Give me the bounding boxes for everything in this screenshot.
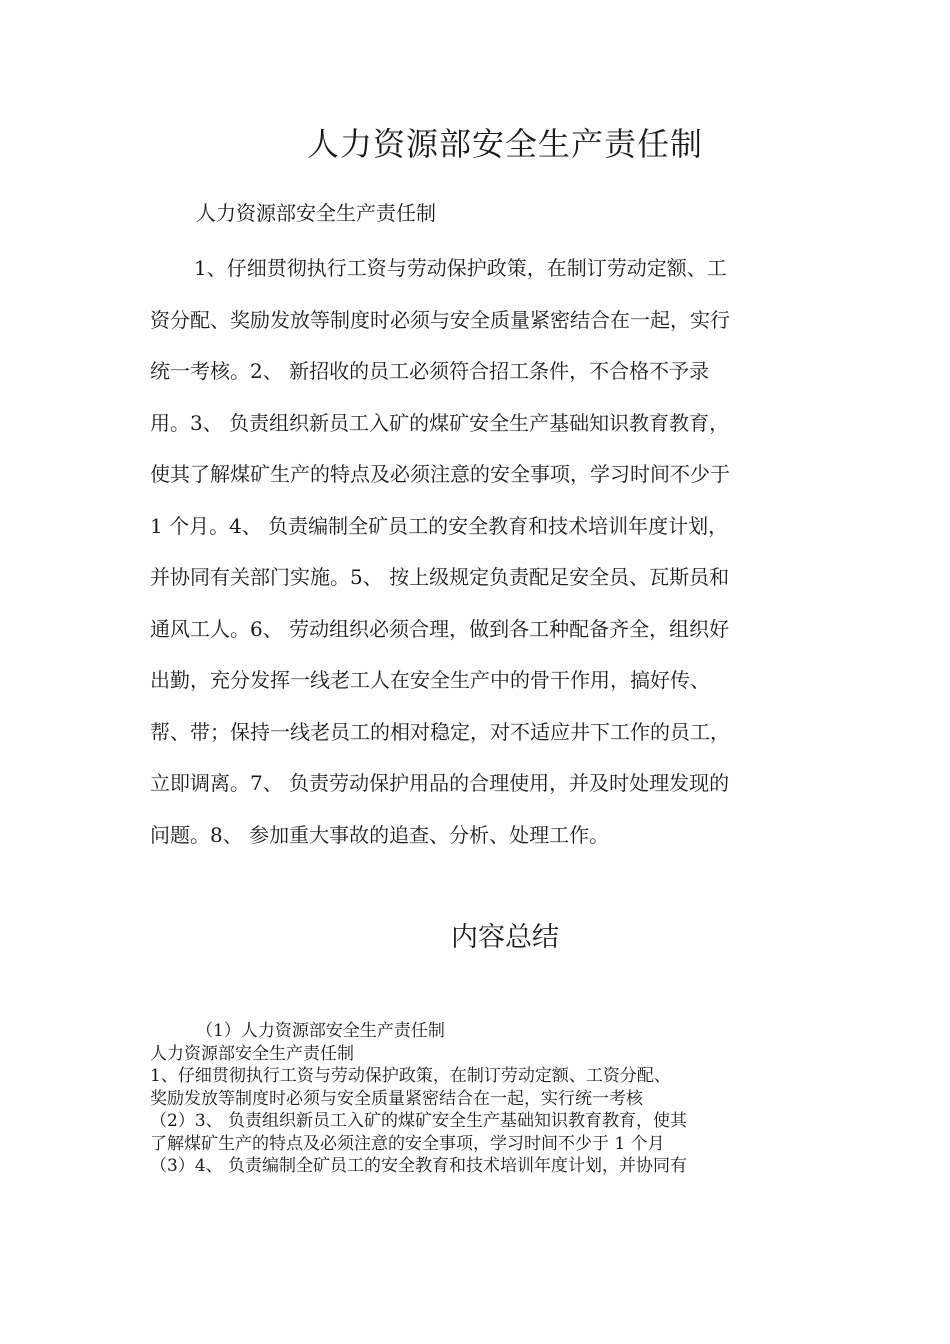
summary-line: 了解煤矿生产的特点及必须注意的安全事项，学习时间不少于 1 个月 [150,1133,665,1154]
body-line: 1、仔细贯彻执行工资与劳动保护政策，在制订劳动定额、工 [194,256,727,280]
summary-line: 1、仔细贯彻执行工资与劳动保护政策，在制订劳动定额、工资分配、 [150,1066,671,1086]
summary-line: 奖励发放等制度时必须与安全质量紧密结合在一起，实行统一考核 [150,1088,643,1109]
summary-section [150,1020,810,1178]
document-body [150,252,810,870]
body-line: 1 个月。4、 负责编制全矿员工的安全教育和技术培训年度计划， [150,513,729,538]
summary-line: （2）3、 负责组织新员工入矿的煤矿安全生产基础知识教育教育，使其 [150,1111,688,1131]
document-title: 人力资源部安全生产责任制 [306,125,703,163]
body-line: 出勤，充分发挥一线老工人在安全生产中的骨干作用，搞好传、 [150,668,710,692]
body-line: 并协同有关部门实施。5、 按上级规定负责配足安全员、瓦斯员和 [150,565,730,589]
body-line: 统一考核。2、 新招收的员工必须符合招工条件，不合格不予录 [150,359,710,383]
summary-line: （1）人力资源部安全生产责任制 [196,1021,445,1041]
summary-line: （3）4、 负责编制全矿员工的安全教育和技术培训年度计划，并协同有 [150,1156,688,1176]
document-subtitle: 人力资源部安全生产责任制 [196,201,436,225]
body-line: 帮、带；保持一线老员工的相对稳定，对不适应井下工作的员工， [150,719,730,744]
body-line: 立即调离。7、 负责劳动保护用品的合理使用，并及时处理发现的 [150,771,730,795]
body-line: 使其了解煤矿生产的特点及必须注意的安全事项，学习时间不少于 [150,462,730,486]
summary-line: 人力资源部安全生产责任制 [150,1043,354,1064]
summary-heading: 内容总结 [451,922,559,953]
body-line: 用。3、 负责组织新员工入矿的煤矿安全生产基础知识教育教育， [150,410,730,435]
body-line: 通风工人。6、 劳动组织必须合理，做到各工种配备齐全，组织好 [150,616,730,641]
body-line: 资分配、奖励发放等制度时必须与安全质量紧密结合在一起，实行 [150,307,730,332]
body-line: 问题。8、 参加重大事故的追查、分析、处理工作。 [150,822,610,847]
